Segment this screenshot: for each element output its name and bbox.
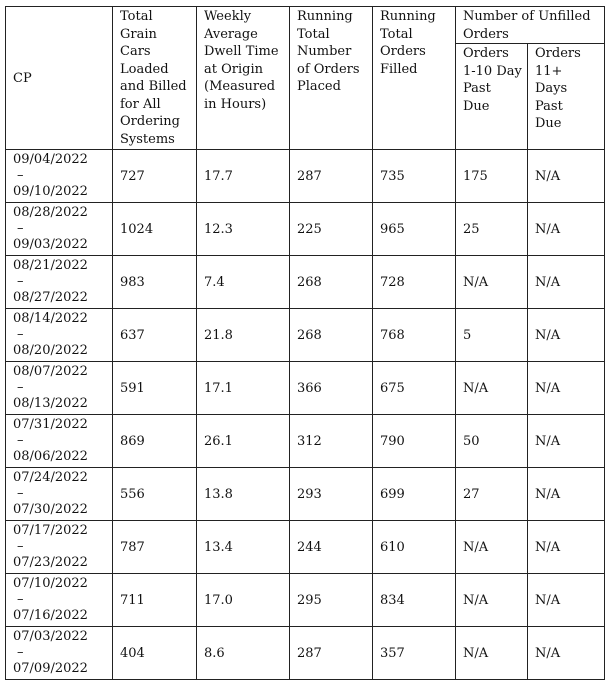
cell-orders-placed: 366 [290,362,373,415]
cell-orders-placed: 225 [290,203,373,256]
cell-unfilled-1-10: 25 [456,203,528,256]
cell-unfilled-11-plus: N/A [528,256,605,309]
cell-orders-filled: 965 [373,203,456,256]
cp-start-date: 08/28/2022 [13,205,88,220]
cell-unfilled-11-plus: N/A [528,574,605,627]
cell-orders-placed: 287 [290,150,373,203]
cell-orders-placed: 287 [290,627,373,680]
cell-unfilled-1-10: 27 [456,468,528,521]
cell-dwell-time: 13.4 [197,521,290,574]
header-total-cars: Total Grain Cars Loaded and Billed for All Ordering Systems [113,7,197,150]
cell-cp-range [6,468,113,521]
header-unfilled-group: Number of Unfilled Orders [456,7,605,44]
cp-end-date: 08/20/2022 [13,343,88,358]
cell-dwell-time: 21.8 [197,309,290,362]
table-row [6,203,605,256]
table-header [6,7,605,150]
table-row [6,362,605,415]
cell-unfilled-1-10: 50 [456,415,528,468]
cp-range-dash: – [17,433,24,448]
cell-unfilled-1-10: N/A [456,256,528,309]
grain-orders-table [5,6,605,680]
header-orders-placed: Running Total Number of Orders Placed [290,7,373,150]
table-row [6,415,605,468]
cell-dwell-time: 8.6 [197,627,290,680]
cell-dwell-time: 13.8 [197,468,290,521]
cp-range-dash: – [17,168,24,183]
cell-cp-range [6,150,113,203]
header-dwell-time: Weekly Average Dwell Time at Origin (Measured in Hours) [197,7,290,150]
cp-end-date: 07/16/2022 [13,608,88,623]
cp-end-date: 08/27/2022 [13,290,88,305]
cp-start-date: 09/04/2022 [13,152,88,167]
header-cp: CP [6,7,113,150]
cell-orders-placed: 268 [290,309,373,362]
cell-unfilled-11-plus: N/A [528,468,605,521]
cell-orders-filled: 728 [373,256,456,309]
cp-end-date: 09/03/2022 [13,237,88,252]
cp-start-date: 07/17/2022 [13,523,88,538]
cp-end-date: 08/13/2022 [13,396,88,411]
cell-total-cars: 591 [113,362,197,415]
cell-orders-filled: 834 [373,574,456,627]
cell-dwell-time: 7.4 [197,256,290,309]
cp-range-dash: – [17,274,24,289]
cell-orders-placed: 244 [290,521,373,574]
cell-unfilled-1-10: 175 [456,150,528,203]
cp-range-dash: – [17,592,24,607]
cell-orders-filled: 357 [373,627,456,680]
cp-range-dash: – [17,645,24,660]
cell-orders-filled: 675 [373,362,456,415]
table-row [6,309,605,362]
cell-unfilled-11-plus: N/A [528,203,605,256]
cell-unfilled-11-plus: N/A [528,627,605,680]
cell-dwell-time: 17.0 [197,574,290,627]
cp-start-date: 07/10/2022 [13,576,88,591]
cell-total-cars: 637 [113,309,197,362]
cell-total-cars: 1024 [113,203,197,256]
cell-orders-placed: 293 [290,468,373,521]
cell-unfilled-11-plus: N/A [528,521,605,574]
header-orders-filled: Running Total Orders Filled [373,7,456,150]
table-row [6,627,605,680]
cell-cp-range [6,627,113,680]
cell-orders-filled: 735 [373,150,456,203]
cell-cp-range [6,256,113,309]
cell-dwell-time: 12.3 [197,203,290,256]
cp-range-dash: – [17,539,24,554]
cell-total-cars: 727 [113,150,197,203]
cell-total-cars: 869 [113,415,197,468]
cp-range-dash: – [17,380,24,395]
cell-cp-range [6,203,113,256]
cell-orders-placed: 268 [290,256,373,309]
cell-total-cars: 556 [113,468,197,521]
cell-unfilled-1-10: 5 [456,309,528,362]
cp-range-dash: – [17,327,24,342]
cell-orders-placed: 295 [290,574,373,627]
cp-end-date: 07/23/2022 [13,555,88,570]
cell-cp-range [6,415,113,468]
cell-unfilled-11-plus: N/A [528,309,605,362]
cell-cp-range [6,521,113,574]
cell-unfilled-11-plus: N/A [528,362,605,415]
cell-orders-filled: 699 [373,468,456,521]
cell-cp-range [6,362,113,415]
cell-unfilled-11-plus: N/A [528,150,605,203]
cp-end-date: 07/30/2022 [13,502,88,517]
cell-orders-filled: 768 [373,309,456,362]
header-unfilled-1-10: Orders 1-10 Day Past Due [456,44,528,150]
cell-total-cars: 983 [113,256,197,309]
cp-start-date: 08/21/2022 [13,258,88,273]
cell-dwell-time: 17.1 [197,362,290,415]
header-unfilled-11-plus: Orders 11+ Days Past Due [528,44,605,150]
cp-end-date: 09/10/2022 [13,184,88,199]
cell-cp-range [6,574,113,627]
cell-orders-placed: 312 [290,415,373,468]
cp-start-date: 07/24/2022 [13,470,88,485]
cp-start-date: 08/07/2022 [13,364,88,379]
cell-dwell-time: 17.7 [197,150,290,203]
cell-total-cars: 711 [113,574,197,627]
cp-end-date: 08/06/2022 [13,449,88,464]
cp-start-date: 08/14/2022 [13,311,88,326]
table-row [6,150,605,203]
table-row [6,468,605,521]
cell-unfilled-1-10: N/A [456,521,528,574]
cell-orders-filled: 610 [373,521,456,574]
cell-unfilled-1-10: N/A [456,574,528,627]
cp-end-date: 07/09/2022 [13,661,88,676]
cell-total-cars: 404 [113,627,197,680]
table-row [6,256,605,309]
cp-start-date: 07/31/2022 [13,417,88,432]
table-row [6,574,605,627]
cp-start-date: 07/03/2022 [13,629,88,644]
table-body [6,150,605,680]
cell-orders-filled: 790 [373,415,456,468]
cp-range-dash: – [17,486,24,501]
cell-total-cars: 787 [113,521,197,574]
cell-unfilled-11-plus: N/A [528,415,605,468]
cp-range-dash: – [17,221,24,236]
cell-dwell-time: 26.1 [197,415,290,468]
cell-unfilled-1-10: N/A [456,362,528,415]
cell-cp-range [6,309,113,362]
cell-unfilled-1-10: N/A [456,627,528,680]
table-row [6,521,605,574]
